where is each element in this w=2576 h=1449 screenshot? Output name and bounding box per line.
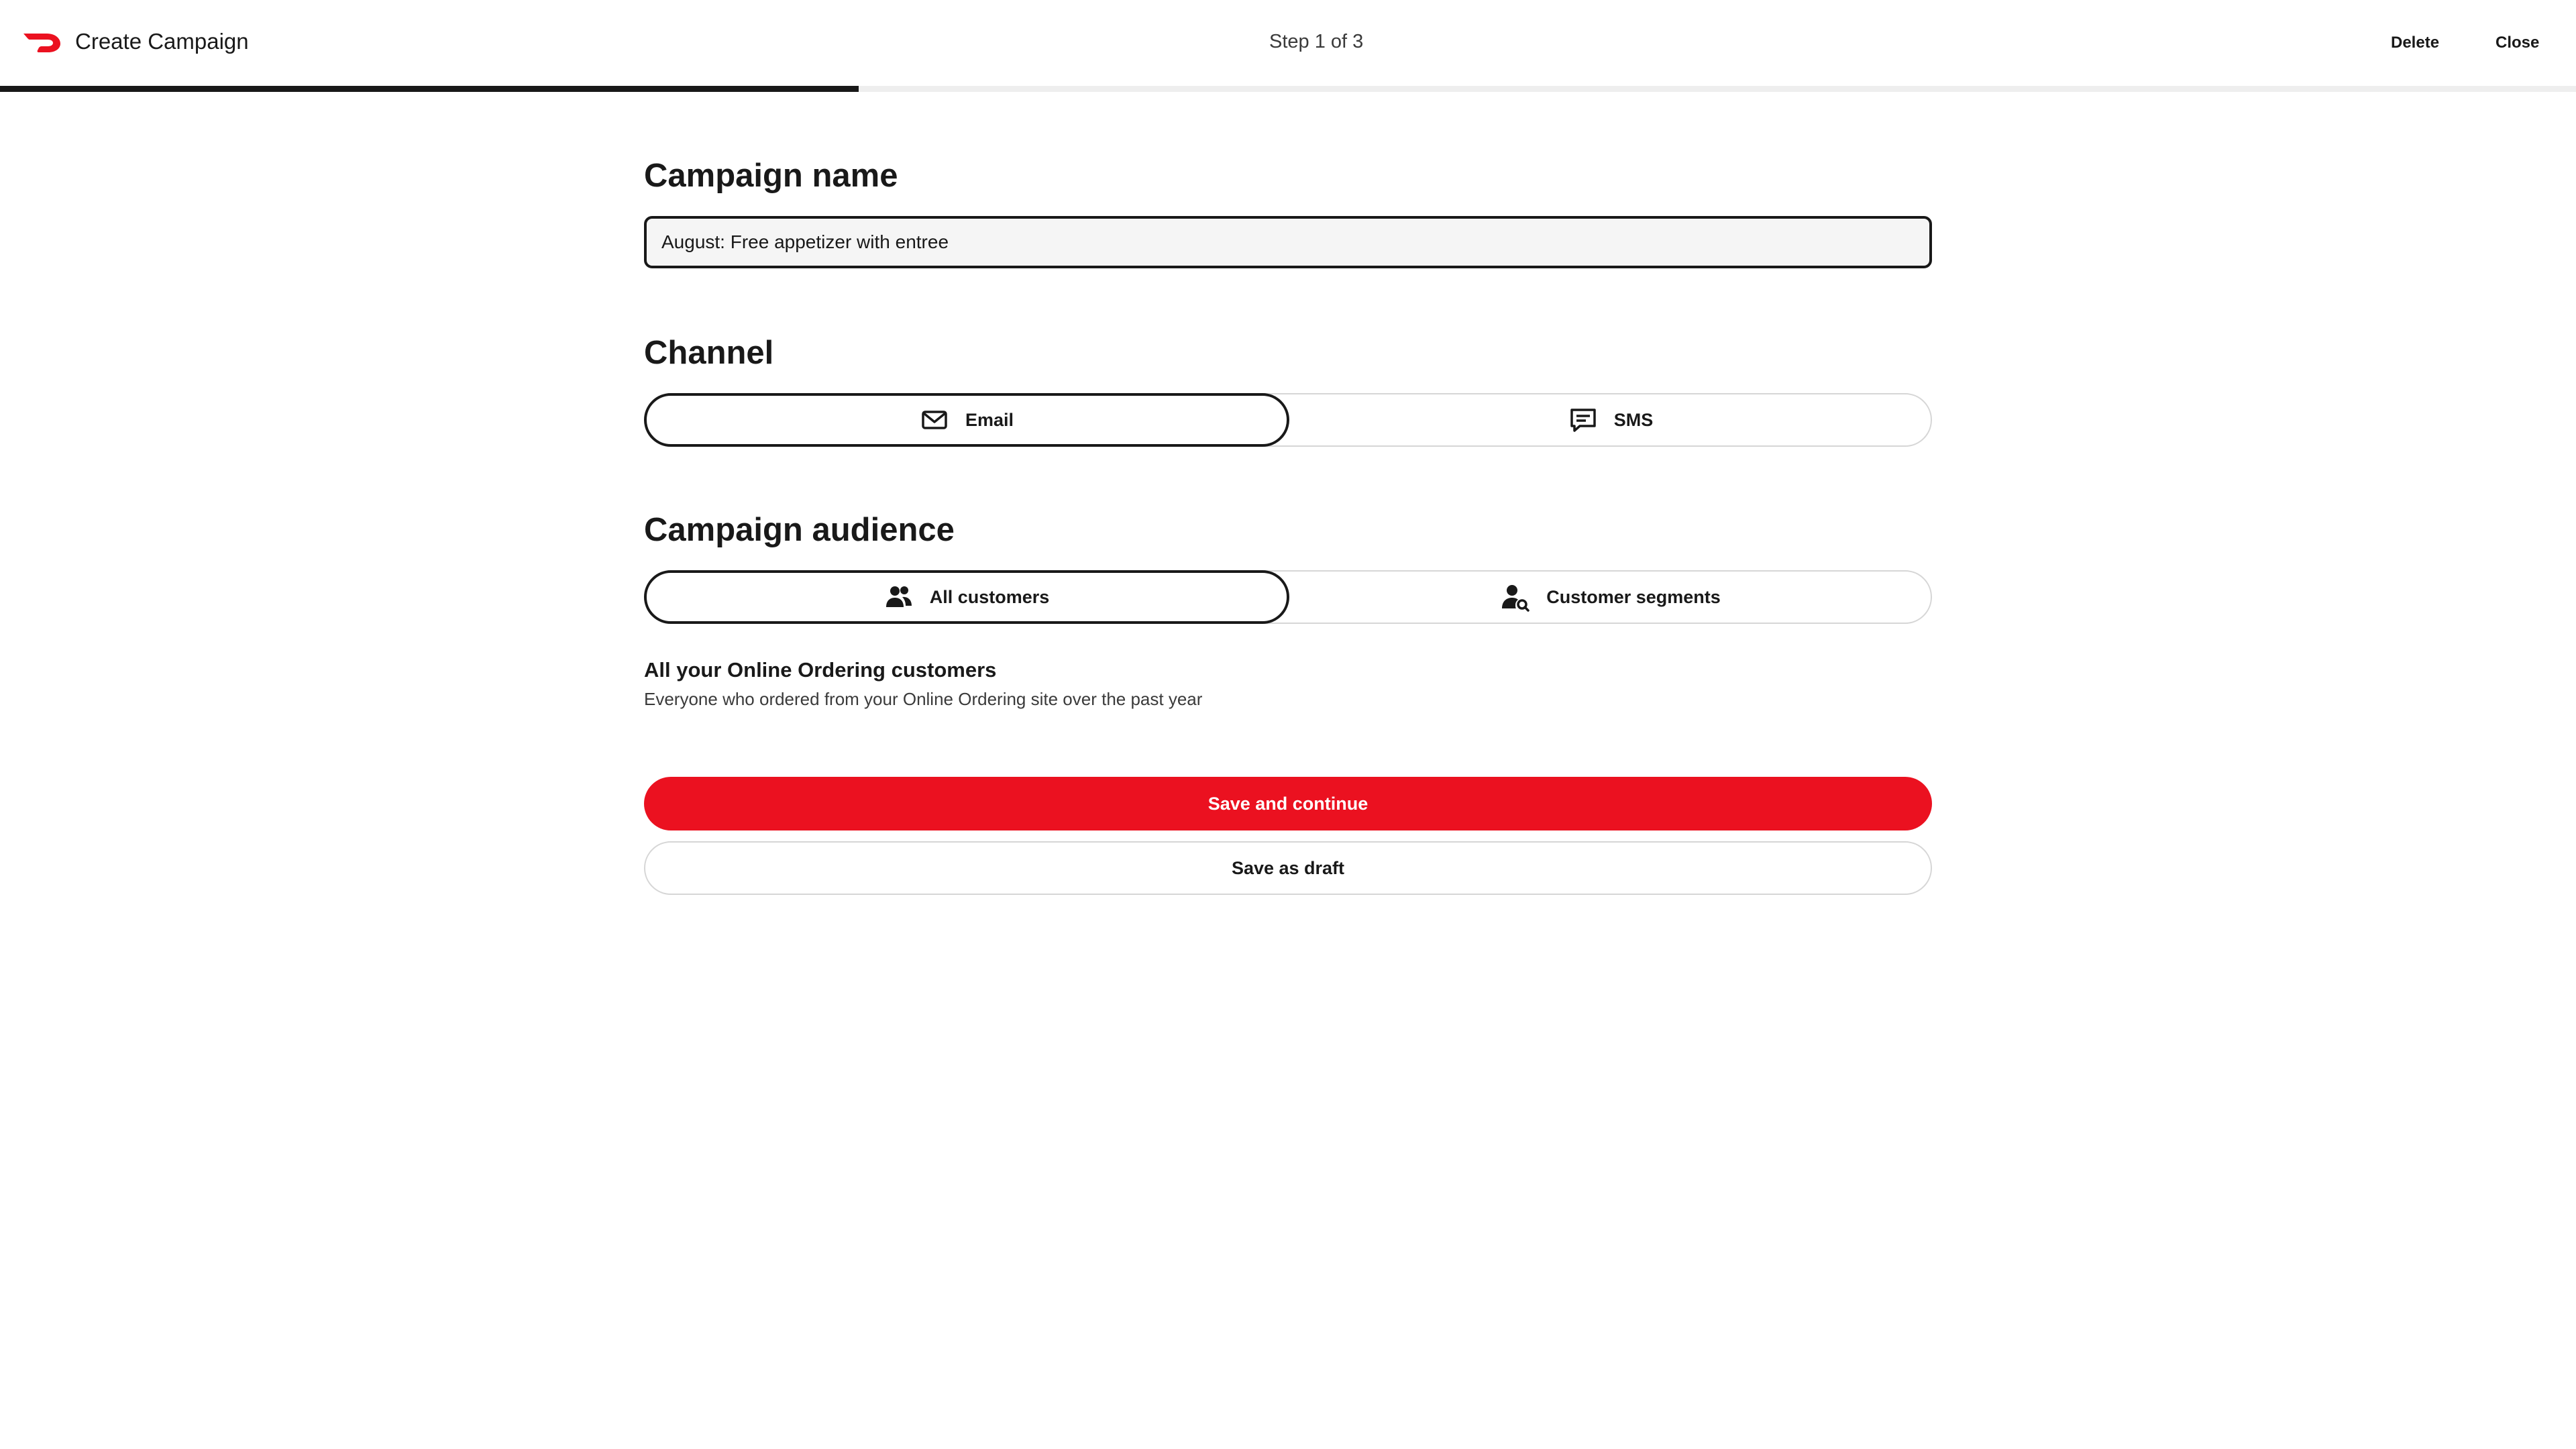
- channel-option-sms[interactable]: [1288, 393, 1933, 447]
- campaign-name-input[interactable]: [644, 216, 1932, 268]
- channel-option-email[interactable]: [644, 393, 1289, 447]
- audience-option-customer-segments[interactable]: [1288, 570, 1933, 624]
- save-and-continue-button[interactable]: Save and continue: [644, 777, 1932, 830]
- envelope-icon: [920, 405, 949, 435]
- save-as-draft-button[interactable]: Save as draft: [644, 841, 1932, 895]
- users-icon: [884, 582, 914, 612]
- channel-option-email-label: Email: [965, 409, 1014, 430]
- step-indicator: Step 1 of 3: [1269, 31, 1364, 52]
- close-button[interactable]: Close: [2496, 30, 2539, 56]
- audience-summary-title: All your Online Ordering customers: [644, 658, 997, 682]
- audience-summary-description: Everyone who ordered from your Online Ordering site over the past year: [644, 689, 1203, 709]
- audience-option-all-customers[interactable]: [644, 570, 1289, 624]
- top-bar: [0, 0, 2576, 86]
- audience-selector: [644, 570, 1932, 624]
- campaign-name-heading: Campaign name: [644, 158, 898, 194]
- page-title: Create Campaign: [75, 29, 249, 54]
- progress-bar-fill: [0, 86, 859, 92]
- audience-option-customer-segments-label: Customer segments: [1546, 586, 1721, 607]
- delete-button[interactable]: Delete: [2391, 30, 2439, 56]
- user-search-icon: [1501, 582, 1530, 612]
- progress-bar: [0, 86, 2576, 92]
- audience-option-all-customers-label: All customers: [929, 586, 1050, 607]
- campaign-audience-heading: Campaign audience: [644, 512, 955, 548]
- doordash-logo[interactable]: [23, 31, 63, 54]
- channel-option-sms-label: SMS: [1613, 409, 1654, 430]
- channel-selector: [644, 393, 1932, 447]
- channel-heading: Channel: [644, 335, 774, 371]
- chat-bubble-icon: [1568, 405, 1598, 435]
